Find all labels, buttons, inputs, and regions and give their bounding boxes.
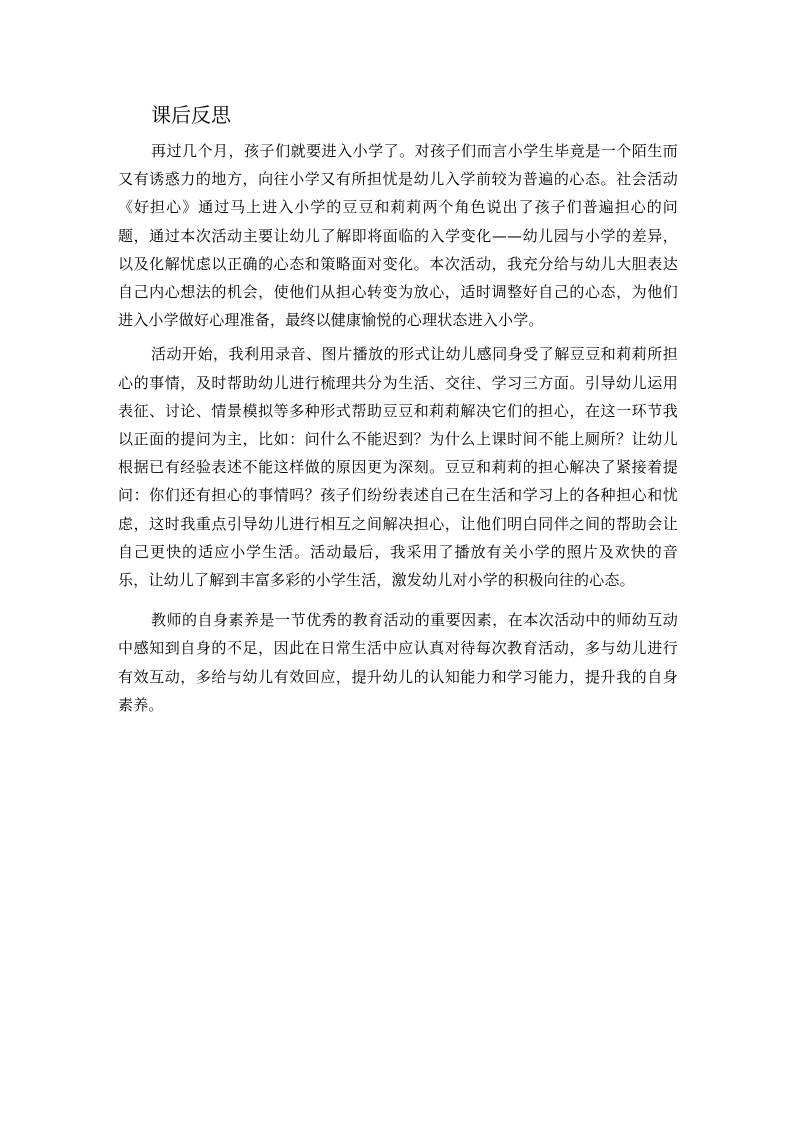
- paragraph-3: 教师的自身素养是一节优秀的教育活动的重要因素，在本次活动中的师幼互动中感知到自身的不足，因此在日常生活中应认真对待每次教育活动，多与幼儿进行有效互动，多给与幼儿有效回应，提升幼儿的认知能力和学习能力，提升我的自身素养。: [118, 611, 678, 714]
- page-title: 课后反思: [151, 103, 231, 127]
- document-body: [118, 100, 678, 719]
- paragraph-2: 活动开始，我利用录音、图片播放的形式让幼儿感同身受了解豆豆和莉莉所担心的事情，及时帮助幼儿进行梳理共分为生活、交往、学习三方面。引导幼儿运用表征、讨论、情景模拟等多种形式帮助豆豆和莉莉解决它们的担心，在这一环节我以正面的提问为主，比如：问什么不能迟到？为什么上课时间不能上厕所？让幼儿根据已有经验表述不能这样做的原因更为深刻。豆豆和莉莉的担心解决了紧接着提问：你们还有担心的事情吗？孩子们纷纷表述自己在生活和学习上的各种担心和忧虑，这时我重点引导幼儿进行相互之间解决担心，让他们明白同伴之间的帮助会让自己更快的适应小学生活。活动最后，我采用了播放有关小学的照片及欢快的音乐，让幼儿了解到丰富多彩的小学生活，激发幼儿对小学的积极向往的心态。: [118, 345, 678, 590]
- paragraph-1: 再过几个月，孩子们就要进入小学了。对孩子们而言小学生毕竟是一个陌生而又有诱惑力的地方，向往小学又有所担忧是幼儿入学前较为普遍的心态。社会活动《好担心》通过马上进入小学的豆豆和莉莉两个角色说出了孩子们普遍担心的问题，通过本次活动主要让幼儿了解即将面临的入学变化——幼儿园与小学的差异，以及化解忧虑以正确的心态和策略面对变化。本次活动，我充分给与幼儿大胆表达自己内心想法的机会，使他们从担心转变为放心，适时调整好自己的心态，为他们进入小学做好心理准备，最终以健康愉悦的心理状态进入小学。: [118, 142, 678, 330]
